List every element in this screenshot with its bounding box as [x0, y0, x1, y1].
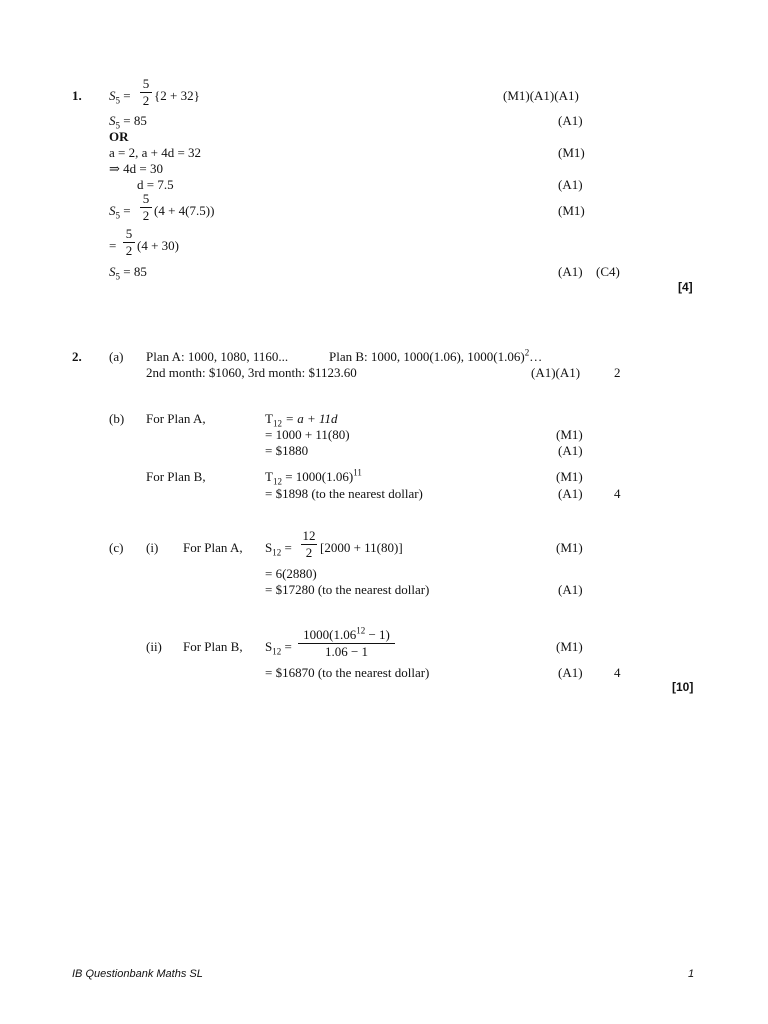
q2c-part-ii-label: (ii) [146, 639, 162, 654]
q2a-exponent: 2 [524, 347, 530, 358]
q1-s5-subscript: 5 [115, 210, 120, 221]
q1-mark-line8: (A1) [558, 264, 583, 279]
question-1-number: 1. [72, 88, 82, 103]
q2-part-b-label: (b) [109, 411, 125, 426]
q2ci-fraction-12-over-2 [301, 529, 317, 560]
implies-arrow: ⇒ [109, 161, 120, 176]
q1-fraction-5-over-2 [140, 77, 152, 108]
q1-mark-line5: (A1) [558, 177, 583, 192]
q2b-t12-rhs: = a + 11d [281, 411, 338, 426]
q2c-part-i-label: (i) [146, 540, 159, 555]
q1-s5-symbol: S [109, 203, 116, 218]
fraction-denominator: 2 [305, 545, 313, 560]
q2cii-mark-line2: (A1) [558, 665, 583, 680]
q2b-exponent: 11 [353, 467, 362, 478]
q2-part-c-label: (c) [109, 540, 124, 555]
q1-line4 [109, 161, 163, 176]
q1-line1-rhs: {2 + 32} [154, 88, 200, 103]
q2cii-s12-label [265, 639, 292, 657]
q1-line7-prefix: = [109, 238, 117, 253]
numerator-tail: − 1) [365, 627, 390, 642]
q2-total-marks: [10] [672, 680, 694, 694]
q2ci-s12-label [265, 540, 292, 558]
fraction-numerator [298, 625, 395, 642]
q1-line2-rhs: = 85 [120, 113, 147, 128]
q2b-line5: = $1898 (to the nearest dollar) [265, 486, 423, 501]
t-subscript: 12 [272, 418, 282, 429]
q1-s5-symbol: S [109, 264, 116, 279]
q1-line4-text: 4d = 30 [119, 161, 163, 176]
q2a-plan-b-text: Plan B: 1000, 1000(1.06), 1000(1.06) [329, 349, 525, 364]
q1-mark-line6: (M1) [558, 203, 585, 218]
fraction-numerator: 5 [142, 76, 150, 91]
q2a-months-line: 2nd month: $1060, 3rd month: $1123.60 [146, 365, 357, 380]
equals-sign: = [281, 639, 292, 654]
q2b-line2: = 1000 + 11(80) [265, 427, 350, 442]
q1-mark-line3: (M1) [558, 145, 585, 160]
q1-equals: = [120, 203, 131, 218]
q2b-t12-formula [265, 411, 338, 429]
fraction-denominator: 2 [142, 208, 150, 223]
q1-mark-c4: (C4) [596, 264, 620, 279]
fraction-numerator: 12 [302, 528, 316, 543]
q2a-plan-a-sequence: Plan A: 1000, 1080, 1160... [146, 349, 289, 364]
q2a-marks: (A1)(A1) [531, 365, 581, 380]
q2cii-fraction [298, 625, 395, 659]
s-subscript: 12 [272, 547, 282, 558]
q2b-line3: = $1880 [265, 443, 309, 458]
q1-line8 [109, 264, 147, 282]
s-symbol: S [265, 540, 273, 555]
q1-s5-label [109, 88, 131, 106]
q2b-mark-line5: (A1) [558, 486, 583, 501]
q1-line8-rhs: = 85 [120, 264, 147, 279]
q1-line5: d = 7.5 [137, 177, 174, 192]
fraction-numerator: 5 [125, 226, 133, 241]
q1-line2 [109, 113, 147, 131]
q1-mark-line1: (M1)(A1)(A1) [503, 88, 579, 103]
q2a-subtotal: 2 [614, 365, 621, 380]
q1-line7-rhs: (4 + 30) [137, 238, 179, 253]
q2b-plan-a-label: For Plan A, [146, 411, 206, 426]
q1-s5-subscript: 5 [115, 271, 120, 282]
q2b-mark-line2: (M1) [556, 427, 583, 442]
numerator-exponent: 12 [356, 625, 366, 636]
s-symbol: S [265, 639, 273, 654]
q2b-mark-line4: (M1) [556, 469, 583, 484]
t-symbol: T [265, 411, 273, 426]
q2ci-mark-line3: (A1) [558, 582, 583, 597]
q1-line6-rhs: (4 + 4(7.5)) [154, 203, 215, 218]
q2ci-line3: = $17280 (to the nearest dollar) [265, 582, 430, 597]
q2c-subtotal: 4 [614, 665, 621, 680]
q1-equals: = [120, 88, 131, 103]
t-symbol: T [265, 469, 273, 484]
footer-source: IB Questionbank Maths SL [72, 968, 203, 980]
equals-sign: = [281, 540, 292, 555]
q2ci-mark-line1: (M1) [556, 540, 583, 555]
q1-fraction-5-over-2-b [140, 192, 152, 223]
q2ci-plan-a-label: For Plan A, [183, 540, 243, 555]
numerator-base: 1000(1.06 [303, 627, 357, 642]
t-subscript: 12 [272, 476, 282, 487]
q1-s5-subscript: 5 [115, 120, 120, 131]
question-2-number: 2. [72, 349, 82, 364]
q2b-mark-line3: (A1) [558, 443, 583, 458]
fraction-denominator: 2 [125, 243, 133, 258]
s-subscript: 12 [272, 646, 282, 657]
q2cii-line2: = $16870 (to the nearest dollar) [265, 665, 430, 680]
q2cii-plan-b-label: For Plan B, [183, 639, 243, 654]
q1-s5-symbol: S [109, 88, 116, 103]
q1-s5-subscript: 5 [115, 95, 120, 106]
q1-total-marks: [4] [678, 280, 693, 294]
q2b-line4 [265, 467, 362, 487]
q2a-ellipsis: … [529, 349, 543, 364]
q2b-subtotal: 4 [614, 486, 621, 501]
q2b-plan-b-label: For Plan B, [146, 469, 206, 484]
q2ci-line2: = 6(2880) [265, 566, 317, 581]
q2b-line4-rhs: = 1000(1.06) [281, 469, 354, 484]
fraction-numerator: 5 [142, 191, 150, 206]
fraction-denominator: 2 [142, 93, 150, 108]
q1-s5-symbol: S [109, 113, 116, 128]
q1-fraction-5-over-2-c [123, 227, 135, 258]
q2a-plan-b-sequence [329, 349, 542, 364]
q1-or: OR [109, 129, 129, 144]
fraction-denominator: 1.06 − 1 [324, 644, 369, 659]
q1-line6-label [109, 203, 131, 221]
q2cii-mark-line1: (M1) [556, 639, 583, 654]
footer-page-number: 1 [688, 968, 695, 980]
q2ci-line1-rhs: [2000 + 11(80)] [320, 540, 403, 555]
q1-line3: a = 2, a + 4d = 32 [109, 145, 202, 160]
q2-part-a-label: (a) [109, 349, 124, 364]
q1-mark-line2: (A1) [558, 113, 583, 128]
